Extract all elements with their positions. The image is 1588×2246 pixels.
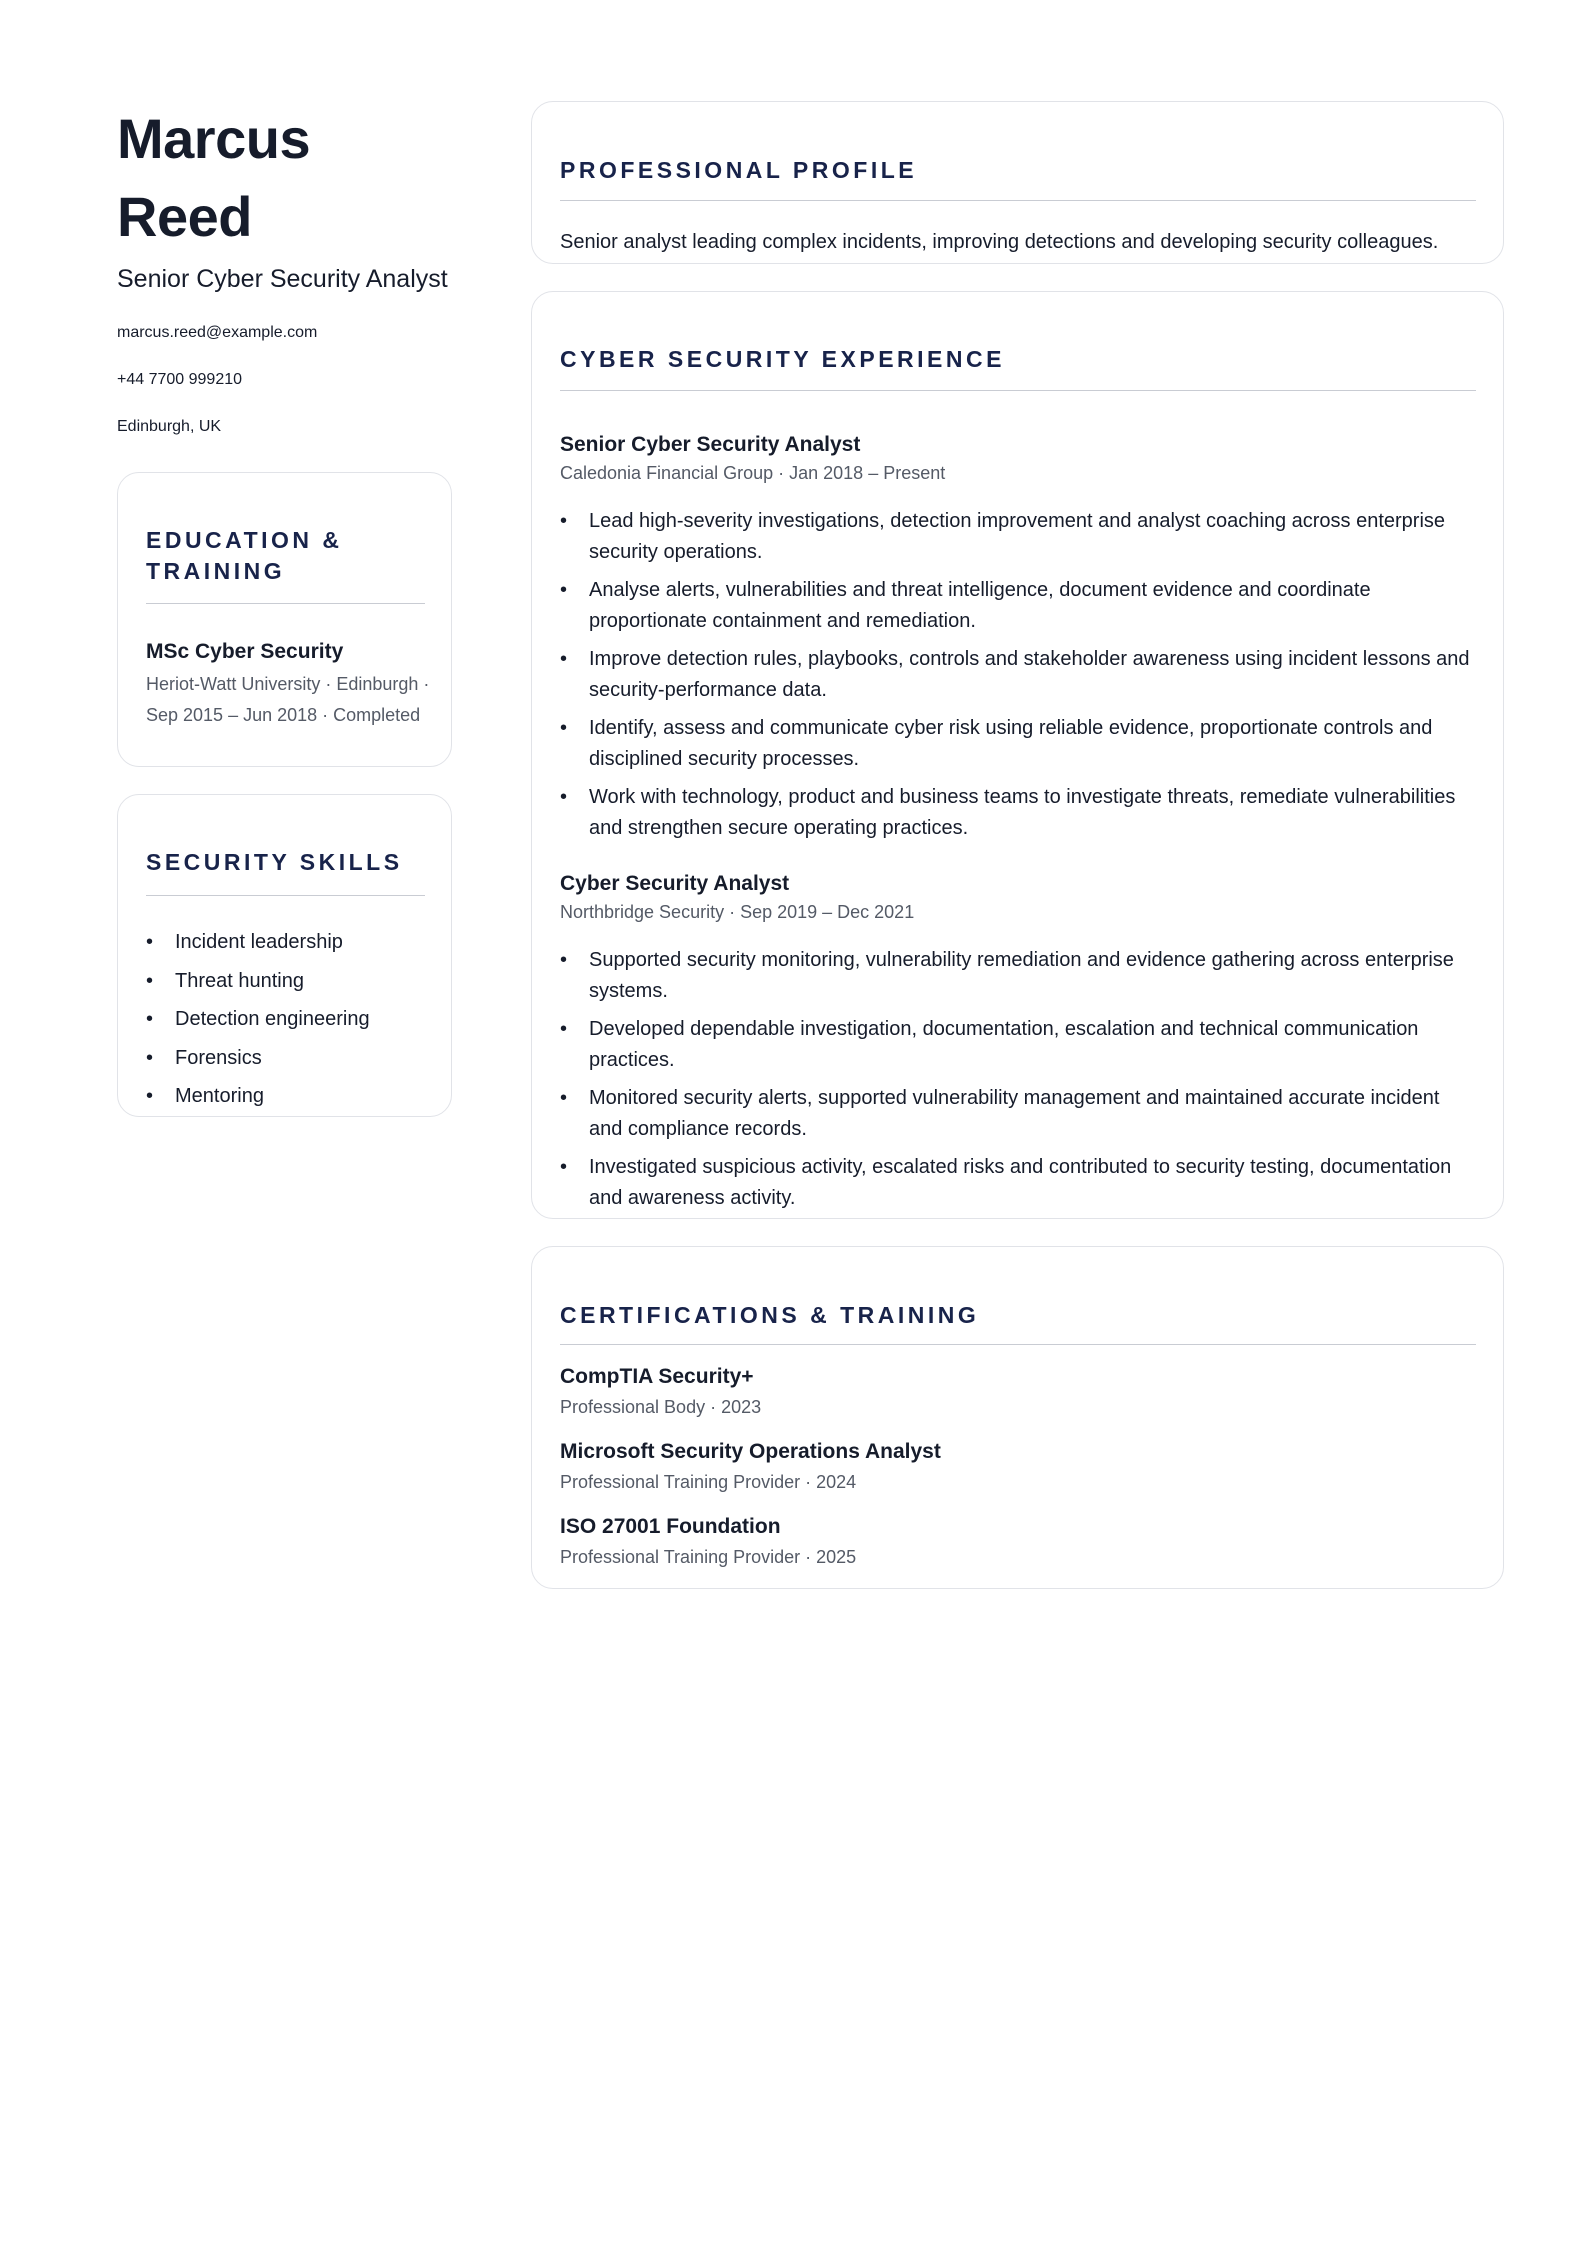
profile-summary: Senior analyst leading complex incidents, improving detections and developing security colleagues. <box>560 231 1439 253</box>
job-bullet: • Lead high-severity investigations, detection improvement and analyst coaching across enterprise security operations. <box>560 506 1476 567</box>
job-meta: Northbridge Security · Sep 2019 – Dec 2021 <box>560 902 915 922</box>
job-bullet: • Analyse alerts, vulnerabilities and threat intelligence, document evidence and coordinate proportionate containment and remediation. <box>560 575 1476 636</box>
education-meta: Heriot-Watt University · Edinburgh · Sep 2015 – Jun 2018 · Completed <box>146 674 430 725</box>
job-bullet: • Developed dependable investigation, documentation, escalation and technical communication practices. <box>560 1014 1476 1075</box>
education-divider <box>146 603 425 604</box>
skills-heading: SECURITY SKILLS <box>146 849 403 875</box>
certification-name: ISO 27001 Foundation <box>560 1515 781 1538</box>
job-bullets <box>560 506 1476 843</box>
certifications-card <box>531 1246 1504 1589</box>
skills-list <box>146 927 370 1120</box>
skills-card <box>117 794 452 1117</box>
skills-divider <box>146 895 425 896</box>
job-entry <box>560 430 1476 851</box>
certification-name: CompTIA Security+ <box>560 1365 754 1388</box>
certification-meta: Professional Body · 2023 <box>560 1397 762 1417</box>
experience-divider <box>560 390 1476 391</box>
job-bullet: • Identify, assess and communicate cyber risk using reliable evidence, proportionate controls and disciplined security processes. <box>560 713 1476 774</box>
certification-meta: Professional Training Provider · 2024 <box>560 1472 857 1492</box>
job-bullet: • Supported security monitoring, vulnerability remediation and evidence gathering across enterprise systems. <box>560 945 1476 1006</box>
contact-location: Edinburgh, UK <box>117 418 222 435</box>
job-bullet: • Monitored security alerts, supported vulnerability management and maintained accurate incident and compliance records. <box>560 1083 1476 1144</box>
certification-entry <box>560 1512 1460 1572</box>
profile-heading: PROFESSIONAL PROFILE <box>560 157 918 183</box>
skill-item: • Forensics <box>146 1043 370 1082</box>
education-card <box>117 472 452 767</box>
job-bullets <box>560 945 1476 1213</box>
certifications-heading: CERTIFICATIONS & TRAINING <box>560 1302 980 1328</box>
job-title: Senior Cyber Security Analyst <box>560 433 861 456</box>
profile-card <box>531 101 1504 264</box>
job-bullet: • Investigated suspicious activity, escalated risks and contributed to security testing, documentation and awareness activity. <box>560 1152 1476 1213</box>
job-entry <box>560 869 1476 1221</box>
certification-name: Microsoft Security Operations Analyst <box>560 1440 941 1463</box>
skill-item: • Detection engineering <box>146 1004 370 1043</box>
job-title: Cyber Security Analyst <box>560 872 790 895</box>
education-heading: EDUCATION & TRAINING <box>146 527 343 584</box>
contact-info <box>117 319 452 460</box>
certification-entry <box>560 1437 1460 1497</box>
skill-item: • Threat hunting <box>146 966 370 1005</box>
education-degree: MSc Cyber Security <box>146 640 344 663</box>
contact-email: marcus.reed@example.com <box>117 324 318 341</box>
certification-entry <box>560 1362 1460 1422</box>
profile-divider <box>560 200 1476 201</box>
skill-item: • Incident leadership <box>146 927 370 966</box>
certification-meta: Professional Training Provider · 2025 <box>560 1547 857 1567</box>
certifications-divider <box>560 1344 1476 1345</box>
header-block <box>117 100 452 460</box>
job-meta: Caledonia Financial Group · Jan 2018 – Present <box>560 463 946 483</box>
job-bullet: • Improve detection rules, playbooks, controls and stakeholder awareness using incident lessons and security-performance data. <box>560 644 1476 705</box>
experience-card <box>531 291 1504 1219</box>
candidate-name: Marcus Reed <box>117 107 311 248</box>
experience-heading: CYBER SECURITY EXPERIENCE <box>560 346 1005 372</box>
job-bullet: • Work with technology, product and business teams to investigate threats, remediate vulnerabilities and strengthen secure operating practices. <box>560 782 1476 843</box>
skill-item: • Mentoring <box>146 1081 370 1120</box>
contact-phone: +44 7700 999210 <box>117 371 243 388</box>
candidate-role: Senior Cyber Security Analyst <box>117 265 448 293</box>
